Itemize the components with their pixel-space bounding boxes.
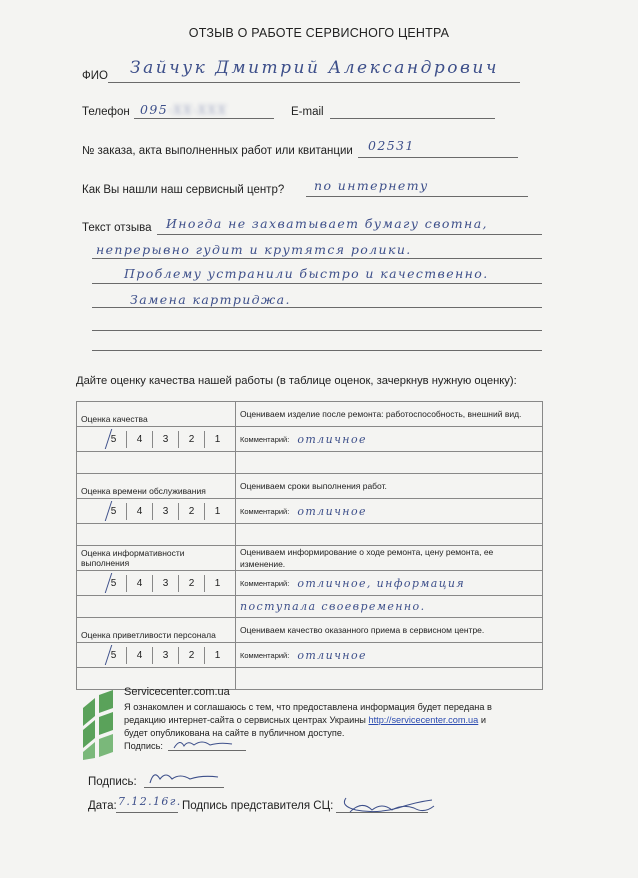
rating-scale — [81, 647, 231, 664]
score-option[interactable]: 2 — [178, 503, 204, 520]
consent-site: Servicecenter.com.ua — [124, 686, 230, 698]
rating-blank-row — [77, 452, 543, 474]
score-option[interactable]: 4 — [126, 431, 152, 448]
source-label: Как Вы нашли наш сервисный центр? — [82, 184, 285, 196]
date-label: Дата: — [88, 800, 117, 812]
email-underline — [330, 118, 495, 119]
source-underline — [306, 196, 528, 197]
comment-value: отличное — [297, 648, 367, 662]
footer-signature — [146, 767, 224, 787]
comment-value: отличное — [297, 432, 367, 446]
servicecenter-logo-icon — [80, 690, 116, 760]
order-label: № заказа, акта выполненных работ или квитанции — [82, 145, 353, 157]
footer-sign-line — [144, 787, 224, 788]
score-option[interactable]: 4 — [126, 503, 152, 520]
rating-header-row — [77, 402, 543, 427]
phone-blurred: -XX-XXX — [168, 103, 228, 117]
rating-table — [76, 401, 543, 690]
consent-signature — [170, 737, 240, 751]
comment-extra — [236, 668, 543, 690]
fio-value: Зайчук Дмитрий Александрович — [130, 58, 499, 78]
consent-text-2: редакцию интернет-сайта о сервисных центрах Украины http://servicecenter.com.ua и — [124, 715, 486, 725]
comment-label: Комментарий: — [240, 650, 290, 660]
score-option[interactable]: 4 — [126, 575, 152, 592]
score-option[interactable]: 3 — [152, 503, 178, 520]
review-underline-3 — [92, 283, 542, 284]
score-option[interactable]: 5 — [101, 503, 126, 520]
score-option[interactable]: 5 — [101, 431, 126, 448]
email-label: E-mail — [291, 106, 324, 118]
score-option[interactable]: 1 — [204, 431, 230, 448]
review-underline-5 — [92, 330, 542, 331]
score-option[interactable]: 4 — [126, 647, 152, 664]
phone-label: Телефон — [82, 106, 130, 118]
score-option[interactable]: 1 — [204, 575, 230, 592]
rating-scale — [81, 575, 231, 592]
review-underline-4 — [92, 307, 542, 308]
rating-instruction: Дайте оценку качества нашей работы (в таблице оценок, зачеркнув нужную оценку): — [76, 375, 517, 387]
score-option[interactable]: 1 — [204, 503, 230, 520]
rating-score-row — [77, 499, 543, 524]
comment-field — [240, 433, 538, 446]
consent-text-3: будет опубликована на сайте в публичном доступе. — [124, 728, 345, 738]
review-line-2: непрерывно гудит и крутятся ролики. — [96, 242, 412, 257]
comment-value: отличное — [297, 504, 367, 518]
review-underline-1 — [157, 234, 542, 235]
comment-field — [240, 649, 538, 662]
score-option[interactable]: 3 — [152, 431, 178, 448]
score-option[interactable]: 3 — [152, 575, 178, 592]
form-title: ОТЗЫВ О РАБОТЕ СЕРВИСНОГО ЦЕНТРА — [188, 26, 450, 40]
rating-score-row — [77, 427, 543, 452]
rating-description: Оцениваем изделие после ремонта: работоспособность, внешний вид. — [236, 402, 543, 427]
review-line-1: Иногда не захватывает бумагу свотна, — [166, 216, 488, 231]
fio-label: ФИО — [82, 70, 108, 82]
source-value: по интернету — [314, 178, 429, 193]
rating-title: Оценка информативности выполнения — [77, 546, 236, 571]
comment-extra: поступала своевременно. — [236, 596, 543, 618]
rating-header-row — [77, 474, 543, 499]
rep-sign-label: Подпись представителя СЦ: — [182, 800, 334, 812]
rating-title: Оценка приветливости персонала — [77, 618, 236, 643]
rating-description: Оцениваем информирование о ходе ремонта, цену ремонта, ее изменение. — [236, 546, 543, 571]
review-underline-6 — [92, 350, 542, 351]
rating-scale — [81, 431, 231, 448]
score-option[interactable]: 5 — [101, 575, 126, 592]
phone-value: 095-XX-XXX — [140, 102, 228, 117]
review-underline-2 — [92, 258, 542, 259]
consent-text-1: Я ознакомлен и соглашаюсь с тем, что предоставлена информация будет передана в — [124, 702, 492, 712]
footer-sign-label: Подпись: — [88, 776, 137, 788]
rating-scale — [81, 503, 231, 520]
date-line — [116, 812, 178, 813]
rating-blank-row — [77, 596, 543, 618]
order-value: 02531 — [368, 138, 415, 153]
comment-label: Комментарий: — [240, 506, 290, 516]
comment-value: отличное, информация — [297, 576, 466, 590]
score-option[interactable]: 3 — [152, 647, 178, 664]
rep-signature — [336, 790, 440, 824]
score-option[interactable]: 2 — [178, 431, 204, 448]
rating-blank-row — [77, 524, 543, 546]
comment-label: Комментарий: — [240, 434, 290, 444]
review-line-3: Проблему устранили быстро и качественно. — [124, 266, 489, 281]
servicecenter-link[interactable]: http://servicecenter.com.ua — [368, 715, 479, 725]
fio-underline — [108, 82, 520, 83]
comment-field — [240, 577, 538, 590]
score-option[interactable]: 2 — [178, 647, 204, 664]
rating-header-row — [77, 546, 543, 571]
score-option[interactable]: 1 — [204, 647, 230, 664]
comment-extra — [236, 452, 543, 474]
comment-label: Комментарий: — [240, 578, 290, 588]
order-underline — [358, 157, 518, 158]
rating-description: Оцениваем сроки выполнения работ. — [236, 474, 543, 499]
consent-sign-label: Подпись: — [124, 741, 163, 751]
review-label: Текст отзыва — [82, 222, 152, 234]
review-line-4: Замена картриджа. — [130, 292, 291, 307]
rating-header-row — [77, 618, 543, 643]
rating-title: Оценка времени обслуживания — [77, 474, 236, 499]
rating-score-row — [77, 571, 543, 596]
rating-score-row — [77, 643, 543, 668]
rating-description: Оцениваем качество оказанного приема в сервисном центре. — [236, 618, 543, 643]
date-value: 7.12.16г. — [118, 795, 182, 808]
score-option[interactable]: 5 — [101, 647, 126, 664]
score-option[interactable]: 2 — [178, 575, 204, 592]
phone-underline — [134, 118, 274, 119]
comment-extra — [236, 524, 543, 546]
rating-title: Оценка качества — [77, 402, 236, 427]
comment-field — [240, 505, 538, 518]
